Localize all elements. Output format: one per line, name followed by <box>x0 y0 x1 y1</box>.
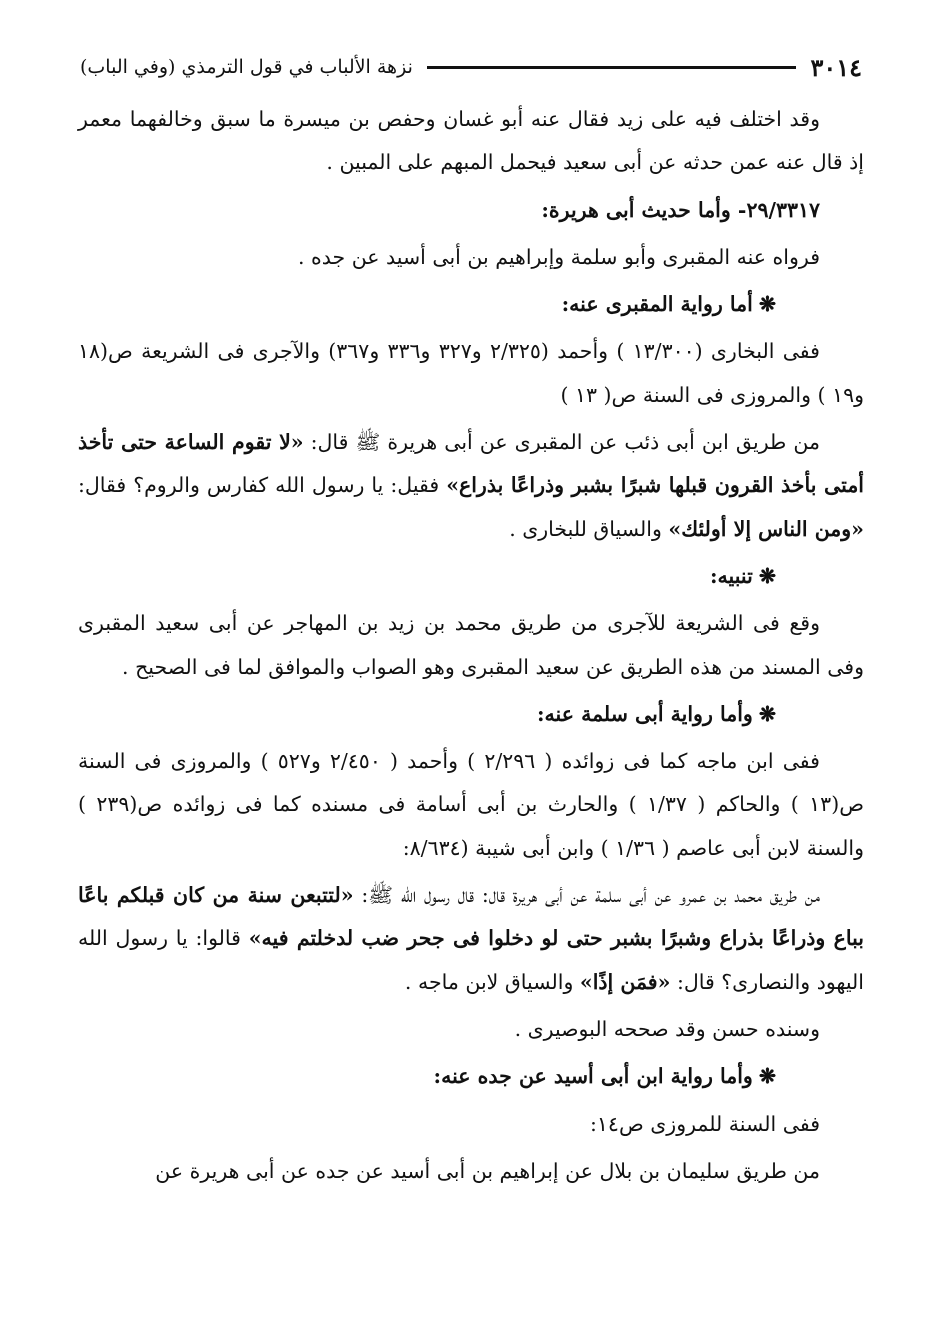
paragraph-text: قالوا: يا رسول الله اليهود والنصارى؟ قال: <box>78 926 864 994</box>
paragraph-text: من طريق محمد بن عمرو عن أبى سلمة عن أبى هريرة قال: قال رسول الله ﷺ: <box>353 883 820 908</box>
heading-text: وأما رواية ابن أبى أسيد عن جده عنه: <box>433 1064 753 1089</box>
page-header <box>80 44 862 90</box>
paragraph <box>78 1103 864 1146</box>
paragraph-text: من طريق ابن أبى ذئب عن المقبرى عن أبى هريرة ﷺ قال: <box>303 430 820 455</box>
paragraph <box>78 1008 864 1051</box>
hadith-quote: «فمَن إذًا» <box>579 969 671 994</box>
paragraph <box>78 98 864 185</box>
paragraph-text: فقيل: يا رسول الله كفارس والروم؟ فقال: <box>78 473 447 498</box>
header-rule <box>427 66 797 69</box>
hadith-paragraph <box>78 874 864 1004</box>
asterism-icon: ❋ <box>758 292 776 317</box>
paragraph-text: فرواه عنه المقبرى وأبو سلمة وإبراهيم بن أبى أسيد عن جده . <box>297 244 820 269</box>
paragraph-text: وقد اختلف فيه على زيد فقال عنه أبو غسان وحفص بن ميسرة ما سبق وخالفهما معمر إذ قال عنه عمن حدثه عن أبى سعيد فيحمل المبهم على المبين . <box>78 107 864 175</box>
hadith-paragraph <box>78 421 864 551</box>
hadith-quote: «لتتبعن سنة من كان قبلكم باعًا بباع وذراعًا بذراع وشبرًا بشبر حتى لو دخلوا فى جحر ضب لدخلتم فيه» <box>78 883 864 951</box>
heading-text: وأما رواية أبى سلمة عنه: <box>536 701 753 726</box>
paragraph-text: والسياق للبخارى . <box>509 516 669 541</box>
hadith-quote: «لا تقوم الساعة حتى تأخذ أمتى بأخذ القرون قبلها شبرًا بشبر وذراعًا بذراع» <box>78 430 864 498</box>
running-title: نزهة الألباب في قول الترمذي (وفي الباب) <box>80 56 413 78</box>
section-heading <box>78 283 864 326</box>
paragraph-text: من طريق سليمان بن بلال عن إبراهيم بن أبى أسيد عن جده عن أبى هريرة عن <box>155 1158 820 1183</box>
paragraph-text: والسياق لابن ماجه . <box>404 969 580 994</box>
paragraph <box>78 1150 864 1193</box>
paragraph-text: ففى البخارى (١٣/٣٠٠ ) وأحمد (٢/٣٢٥ و٣٢٧ و٣٣٦ و٣٦٧) والآجرى فى الشريعة ص(١٨ و١٩ ) والمروزى فى السنة ص( ١٣ ) <box>78 339 864 407</box>
heading-text: تنبيه: <box>709 563 753 588</box>
asterism-icon: ❋ <box>758 701 776 726</box>
section-heading <box>78 1055 864 1098</box>
paragraph <box>78 602 864 689</box>
paragraph <box>78 330 864 417</box>
paragraph <box>78 740 864 870</box>
hadith-quote: «ومن الناس إلا أولئك» <box>668 516 864 541</box>
paragraph-text: ففى السنة للمروزى ص١٤: <box>590 1111 820 1136</box>
heading-text: ٢٩/٣٣١٧- وأما حديث أبى هريرة: <box>541 197 820 222</box>
section-heading <box>78 555 864 598</box>
heading-text: أما رواية المقبرى عنه: <box>561 292 753 317</box>
paragraph-text: ففى ابن ماجه كما فى زوائده ( ٢/٢٩٦ ) وأحمد ( ٢/٤٥٠ و٥٢٧ ) والمروزى فى السنة ص(١٣ ) والحاكم ( ١/٣٧ ) والحارث بن أبى أسامة فى مسنده كما فى زوائده ص(٢٣٩ ) والسنة لابن أبى عاصم ( ١/٣٦ ) وابن أبى شيبة (٨/٦٣٤: <box>78 749 864 860</box>
paragraph-text: وقع فى الشريعة للآجرى من طريق محمد بن زيد بن المهاجر عن أبى سعيد المقبرى وفى المسند من هذه الطريق عن سعيد المقبرى وهو الصواب والموافق لما فى الصحيح . <box>78 611 864 679</box>
page-number: ٣٠١٤ <box>810 52 862 82</box>
page-body <box>78 98 864 1197</box>
asterism-icon: ❋ <box>758 563 776 588</box>
asterism-icon: ❋ <box>758 1064 776 1089</box>
section-heading <box>78 189 864 232</box>
paragraph <box>78 236 864 279</box>
paragraph-text: وسنده حسن وقد صححه البوصيرى . <box>514 1016 820 1041</box>
section-heading <box>78 693 864 736</box>
